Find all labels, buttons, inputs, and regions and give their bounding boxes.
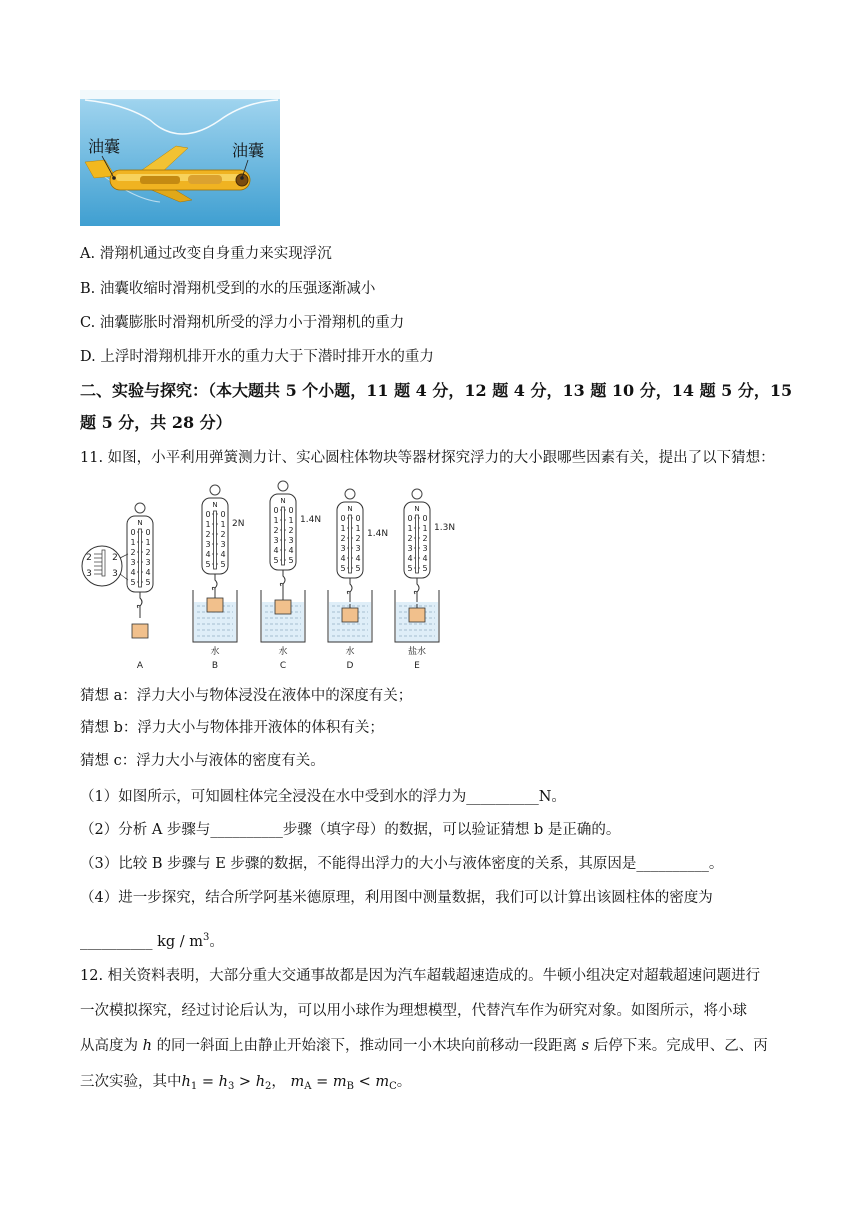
step-label: C [279, 661, 287, 671]
scale-hook [414, 578, 419, 594]
q12-line3-part1: 从高度为 [80, 1038, 138, 1054]
scale-ring [210, 485, 220, 495]
scale-spring-tube [416, 515, 419, 573]
scale-tick-label: 2 [407, 534, 413, 543]
scale-reading: 1.4N [300, 515, 322, 525]
glider-figure [80, 90, 280, 226]
q11-sub4-answer-line [80, 928, 224, 952]
q11-sub4-blank: __________ [80, 934, 153, 950]
q12-line4-end: 。 [396, 1074, 412, 1090]
step-label: B [211, 661, 219, 671]
scale-tick-label: 3 [288, 536, 294, 545]
math-m: m [332, 1074, 347, 1090]
math-sub-1: 1 [190, 1081, 198, 1092]
scale-tick-label: 4 [220, 550, 226, 559]
scale-tick-label: 1 [340, 524, 346, 533]
scale-tick-label: 4 [340, 554, 346, 563]
math-sub-2: 2 [265, 1081, 272, 1092]
q12-line1: 12. 相关资料表明，大部分重大交通事故都是因为汽车超载超速造成的。牛顿小组决定对超载超速问题进行 [80, 968, 761, 984]
scale-tick-label: 0 [355, 514, 361, 523]
scale-unit-label: N [212, 501, 218, 509]
scale-tick-label: 3 [422, 544, 428, 553]
scale-tick-label: 4 [422, 554, 428, 563]
math-sub-a: A [304, 1081, 312, 1092]
scale-unit-label: N [414, 505, 420, 513]
q11-sub4-unit: kg / m [157, 934, 204, 950]
scale-tick-label: 2 [355, 534, 361, 543]
scale-tick-label: 3 [130, 558, 136, 567]
q11-sub4-exponent: 3 [203, 932, 210, 943]
q12-line3 [80, 1036, 768, 1056]
math-lt: < [353, 1074, 376, 1090]
math-h: h [218, 1074, 228, 1090]
scale-tick-label: 2 [205, 530, 211, 539]
step-label: A [136, 661, 144, 671]
scale-tick-label: 3 [145, 558, 151, 567]
q12-line2: 一次模拟探究，经过讨论后认为，可以用小球作为理想模型，代替汽车作为研究对象。如图所示，将小球 [80, 1003, 747, 1019]
q11-sub3: （3）比较 B 步骤与 E 步骤的数据，不能得出浮力的大小与液体密度的关系，其原因是__________。 [80, 856, 724, 872]
zoom-label: 3 [86, 569, 92, 579]
step-label: E [414, 661, 420, 671]
step-label: D [346, 661, 354, 671]
scale-tick-label: 2 [288, 526, 294, 535]
scale-tick-label: 5 [422, 564, 428, 573]
scale-tick-label: 4 [145, 568, 151, 577]
scale-tick-label: 4 [407, 554, 413, 563]
scale-tick-label: 0 [407, 514, 413, 523]
scale-tick-label: 0 [422, 514, 428, 523]
scale-ring [278, 481, 288, 491]
zoom-label: 2 [112, 553, 118, 563]
scale-tick-label: 4 [273, 546, 279, 555]
scale-tick-label: 1 [220, 520, 226, 529]
scale-reading: 2N [232, 519, 245, 529]
scale-spring-tube [139, 529, 142, 587]
q12-var-s: s [581, 1038, 590, 1054]
scale-tick-label: 5 [340, 564, 346, 573]
scale-spring-tube [282, 507, 285, 565]
scale-tick-label: 5 [355, 564, 361, 573]
scale-ring [412, 489, 422, 499]
scale-tick-label: 3 [273, 536, 279, 545]
zoom-label: 3 [112, 569, 118, 579]
section-heading-line2: 题 5 分，共 28 分） [80, 413, 232, 432]
section-heading-line1: 二、实验与探究：（本大题共 5 个小题，11 题 4 分，12 题 4 分，13 题 10 分，14 题 5 分，15 [80, 381, 793, 400]
liquid-label: 水 [210, 647, 220, 657]
math-eq: = [311, 1074, 333, 1090]
scale-unit-label: N [280, 497, 286, 505]
scale-tick-label: 1 [130, 538, 136, 547]
scale-tick-label: 5 [273, 556, 279, 565]
q11-stem: 11. 如图，小平利用弹簧测力计、实心圆柱体物块等器材探究浮力的大小跟哪些因素有关，提出了以下猜想： [80, 450, 775, 466]
scale-tick-label: 5 [130, 578, 136, 587]
scale-tick-label: 3 [355, 544, 361, 553]
cylinder-block [342, 608, 358, 622]
scale-hook [137, 592, 142, 608]
scale-tick-label: 4 [288, 546, 294, 555]
scale-tick-label: 2 [130, 548, 136, 557]
q11-sub1: （1）如图所示，可知圆柱体完全浸没在水中受到水的浮力为__________N。 [80, 789, 566, 805]
q12-var-h: h [142, 1038, 152, 1054]
scale-spring-tube [214, 511, 217, 569]
scale-tick-label: 4 [355, 554, 361, 563]
guess-b: 猜想 b：浮力大小与物体排开液体的体积有关； [80, 720, 384, 736]
scale-tick-label: 3 [407, 544, 413, 553]
scale-tick-label: 0 [145, 528, 151, 537]
scale-tick-label: 2 [273, 526, 279, 535]
scale-hook [212, 574, 217, 590]
scale-tick-label: 5 [407, 564, 413, 573]
scale-tick-label: 2 [422, 534, 428, 543]
option-d: D. 上浮时滑翔机排开水的重力大于下潜时排开水的重力 [80, 349, 434, 365]
scale-unit-label: N [137, 519, 143, 527]
math-sub-b: B [346, 1081, 354, 1092]
scale-tick-label: 5 [205, 560, 211, 569]
math-sub-c: C [389, 1081, 397, 1092]
scale-tick-label: 1 [288, 516, 294, 525]
scale-tick-label: 2 [145, 548, 151, 557]
scale-ring [345, 489, 355, 499]
liquid-label: 水 [278, 647, 288, 657]
zoom-tube [102, 550, 105, 576]
math-h: h [255, 1074, 266, 1090]
q11-sub4: （4）进一步探究，结合所学阿基米德原理，利用图中测量数据，我们可以计算出该圆柱体的密度为 [80, 890, 713, 906]
q11-sub2: （2）分析 A 步骤与__________步骤（填字母）的数据，可以验证猜想 b 是正确的。 [80, 822, 621, 838]
q12-line3-part2: 的同一斜面上由静止开始滚下，推动同一小木块向前移动一段距离 [156, 1038, 578, 1054]
scale-reading: 1.3N [434, 523, 456, 533]
scale-tick-label: 0 [130, 528, 136, 537]
scale-tick-label: 0 [340, 514, 346, 523]
scale-hook [280, 570, 285, 586]
scale-tick-label: 5 [288, 556, 294, 565]
cylinder-block [275, 600, 291, 614]
scale-tick-label: 1 [407, 524, 413, 533]
scale-tick-label: 1 [205, 520, 211, 529]
option-b: B. 油囊收缩时滑翔机受到的水的压强逐渐减小 [80, 281, 376, 297]
cylinder-block [409, 608, 425, 622]
liquid-label: 盐水 [407, 647, 427, 657]
scale-unit-label: N [347, 505, 353, 513]
option-a: A. 滑翔机通过改变自身重力来实现浮沉 [80, 246, 332, 262]
scale-tick-label: 3 [340, 544, 346, 553]
q12-line3-part3: 后停下来。完成甲、乙、丙 [593, 1038, 768, 1054]
scale-hook [347, 578, 352, 594]
cylinder-block [207, 598, 223, 612]
scale-tick-label: 0 [288, 506, 294, 515]
scale-tick-label: 4 [205, 550, 211, 559]
math-gt: > [234, 1074, 256, 1090]
cylinder-block [132, 624, 148, 638]
scale-tick-label: 0 [273, 506, 279, 515]
scale-tick-label: 5 [220, 560, 226, 569]
glider-label-left: 油囊 [88, 137, 121, 156]
scale-tick-label: 4 [130, 568, 136, 577]
q12-line4 [80, 1072, 411, 1097]
math-h: h [181, 1074, 191, 1090]
scale-tick-label: 3 [220, 540, 226, 549]
math-m: m [290, 1074, 305, 1090]
guess-a: 猜想 a：浮力大小与物体浸没在液体中的深度有关； [80, 688, 413, 704]
scale-tick-label: 1 [422, 524, 428, 533]
scale-tick-label: 2 [340, 534, 346, 543]
scale-tick-label: 1 [145, 538, 151, 547]
option-c: C. 油囊膨胀时滑翔机所受的浮力小于滑翔机的重力 [80, 315, 405, 331]
glider-label-right: 油囊 [232, 141, 265, 160]
q11-sub4-end: 。 [209, 934, 224, 950]
math-comma: ， [271, 1074, 291, 1090]
zoom-label: 2 [86, 553, 92, 563]
scale-reading: 1.4N [367, 529, 389, 539]
math-sub-3: 3 [227, 1081, 235, 1092]
scale-tick-label: 5 [145, 578, 151, 587]
scale-tick-label: 1 [355, 524, 361, 533]
scale-spring-tube [349, 515, 352, 573]
math-eq: = [197, 1074, 219, 1090]
scale-ring [135, 503, 145, 513]
guess-c: 猜想 c：浮力大小与液体的密度有关。 [80, 753, 325, 769]
scale-tick-label: 3 [205, 540, 211, 549]
liquid-label: 水 [345, 647, 355, 657]
scale-tick-label: 1 [273, 516, 279, 525]
spring-scale-figure [80, 480, 480, 672]
math-m: m [375, 1074, 390, 1090]
scale-tick-label: 0 [220, 510, 226, 519]
scale-tick-label: 2 [220, 530, 226, 539]
scale-tick-label: 0 [205, 510, 211, 519]
q12-line4-part1: 三次实验，其中 [80, 1074, 182, 1090]
